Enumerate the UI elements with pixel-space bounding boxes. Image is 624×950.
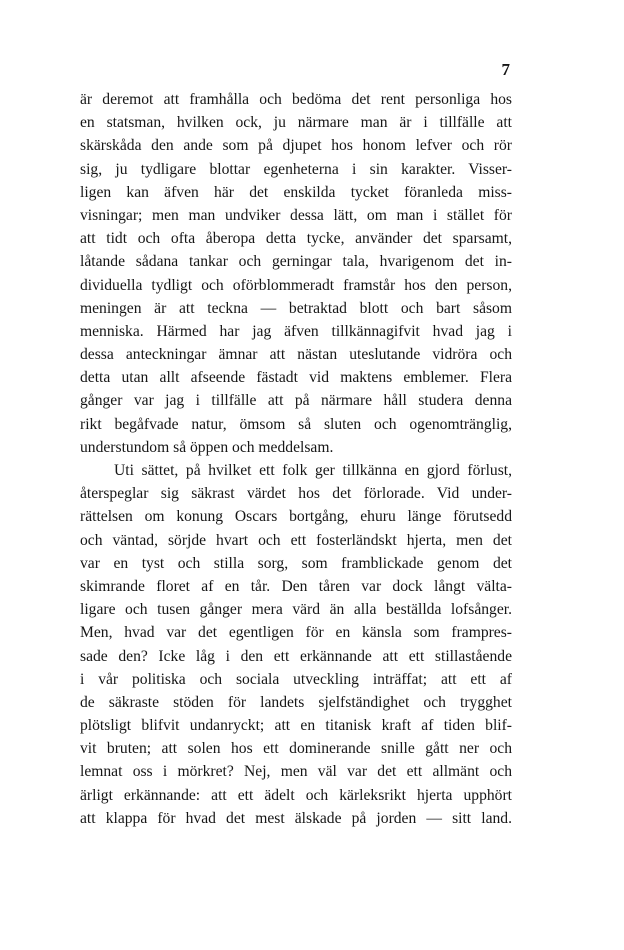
text-line: sade den? Icke låg i den ett erkännande att ett stillastående — [80, 647, 512, 665]
text-line: dessa anteckningar ämnar att nästan uteslutande vidröra och — [80, 346, 512, 364]
text-line: sig, ju tydligare blottar egenheterna i sin karakter. Visser- — [80, 160, 512, 178]
text-line: understundom så öppen och meddelsam. — [80, 438, 334, 456]
text-line: rättelsen om konung Oscars bortgång, ehuru länge förutsedd — [80, 508, 512, 526]
text-line: att klappa för hvad det mest älskade på jorden — sitt land. — [80, 809, 512, 827]
text-line: de säkraste stöden för landets sjelfständighet och trygghet — [80, 693, 512, 711]
text-line: ärligt erkännande: att ett ädelt och kärleksrikt hjerta upphört — [80, 786, 512, 804]
text-line: Men, hvad var det egentligen för en känsla som frampres- — [80, 624, 512, 642]
text-line: gånger var jag i tillfälle att på närmare håll studera denna — [80, 392, 512, 410]
text-line: Uti sättet, på hvilket ett folk ger tillkänna en gjord förlust, — [114, 462, 512, 479]
text-line: visningar; men man undviker dessa lätt, om man i stället för — [80, 206, 512, 224]
text-line: dividuella tydligt och oförblommeradt framstår hos den person, — [80, 276, 512, 294]
text-line: ligen kan äfven här det enskilda tycket föranleda miss- — [80, 183, 512, 201]
text-line: rikt begåfvade natur, ömsom så sluten och ogenomtränglig, — [80, 415, 512, 433]
text-line: detta utan allt afseende fästadt vid maktens emblemer. Flera — [80, 369, 512, 387]
text-line: skärskåda den ande som på djupet hos honom lefver och rör — [80, 137, 512, 155]
text-line: meningen är att teckna — betraktad blott och bart såsom — [80, 299, 512, 317]
text-line: var en tyst och stilla sorg, som framblickade genom det — [80, 554, 512, 572]
text-line: lemnat oss i mörkret? Nej, men väl var det ett allmänt och — [80, 763, 512, 781]
text-line: och väntad, sörjde hvart och ett fosterländskt hjerta, men det — [80, 531, 512, 549]
text-line: menniska. Härmed har jag äfven tillkännagifvit hvad jag i — [80, 322, 512, 340]
body-text — [80, 88, 512, 830]
text-line: en statsman, hvilken ock, ju närmare man är i tillfälle att — [80, 114, 512, 132]
text-line: vit bruten; att solen hos ett dominerande snille gått ner och — [80, 740, 512, 758]
text-line: är deremot att framhålla och bedöma det rent personliga hos — [80, 91, 512, 108]
text-line: återspeglar sig säkrast värdet hos det förlorade. Vid under- — [80, 485, 512, 503]
text-line: att tidt och ofta åberopa detta tycke, använder det sparsamt, — [80, 230, 512, 248]
text-line: ligare och tusen gånger mera värd än alla beställda lofsånger. — [80, 601, 512, 619]
text-line: skimrande floret af en tår. Den tåren var dock långt välta- — [80, 577, 512, 595]
page-number: 7 — [501, 60, 510, 79]
text-line: i vår politiska och sociala utveckling inträffat; att ett af — [80, 670, 512, 688]
text-line: plötsligt blifvit undanryckt; att en titanisk kraft af tiden blif- — [80, 717, 512, 735]
text-line: låtande sådana tankar och gerningar tala, hvarigenom det in- — [80, 253, 512, 271]
